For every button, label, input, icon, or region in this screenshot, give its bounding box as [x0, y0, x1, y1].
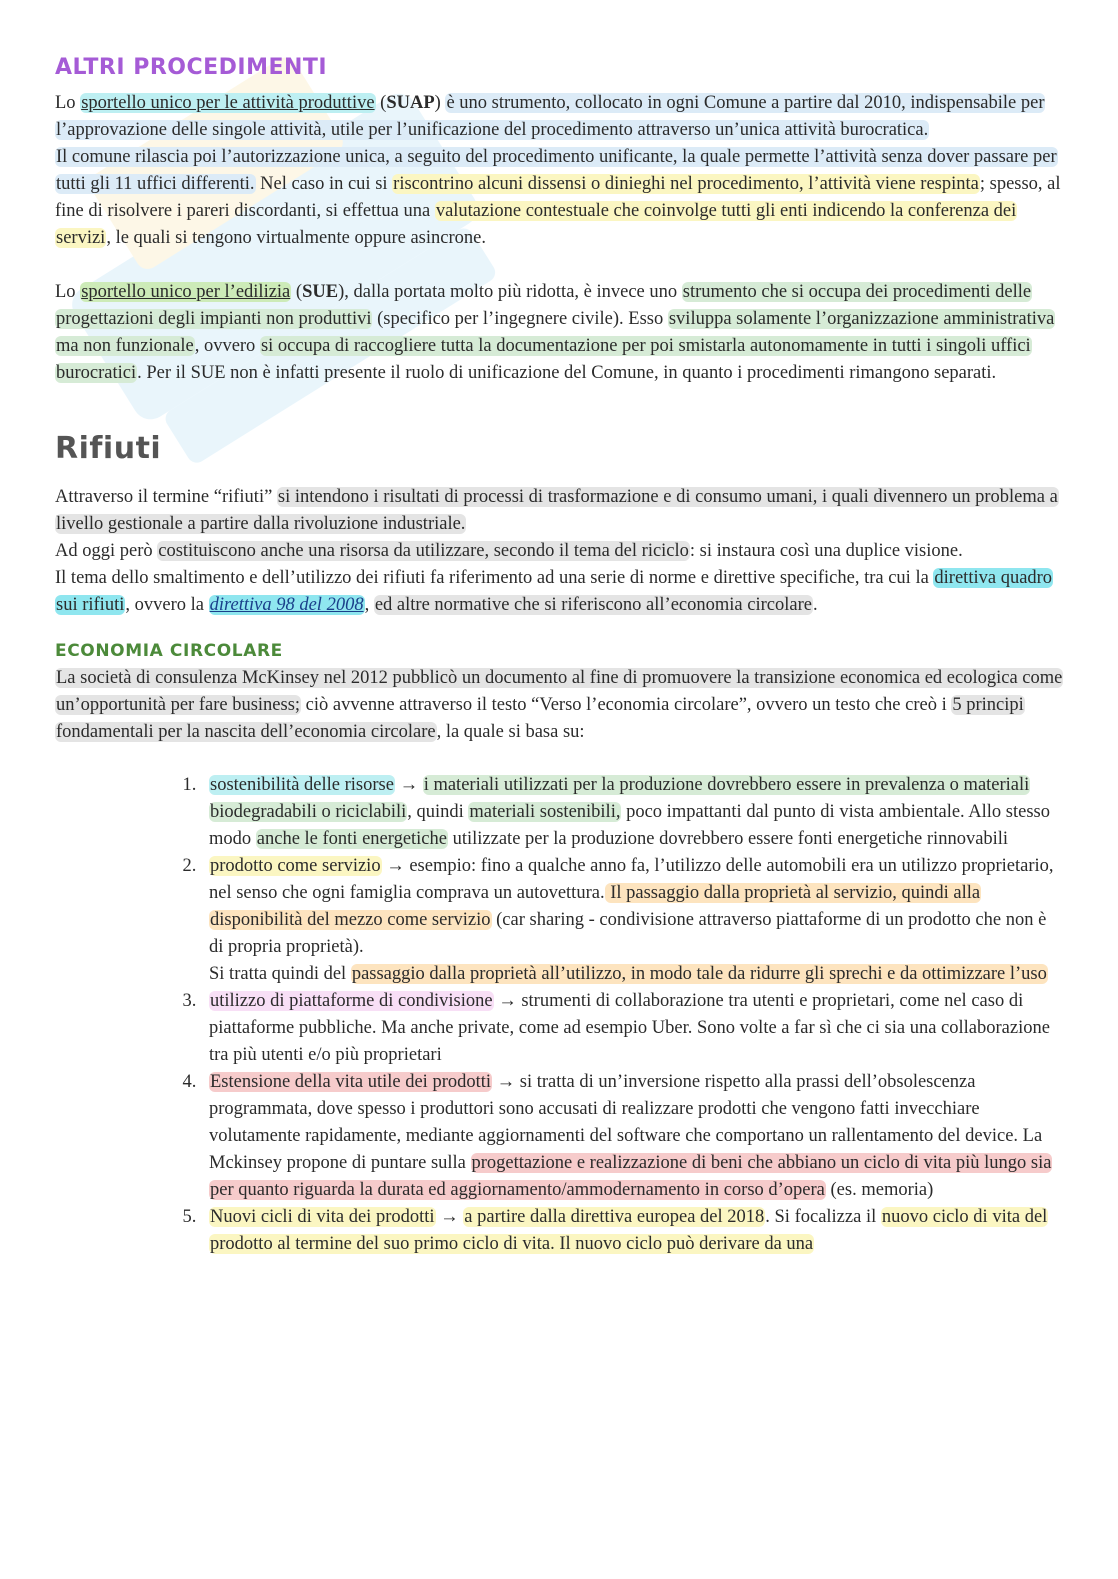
section-title-rifiuti: Rifiuti: [55, 431, 162, 466]
direttiva-link[interactable]: direttiva 98 del 2008: [209, 595, 364, 615]
list-item: 2. prodotto come servizio → esempio: fino a qualche anno fa, l’utilizzo delle automobili era un utilizzo proprietario, nel senso che ogni famiglia comprava un autovettura. Il passaggio dalla proprietà al servizio, quindi alla disponibilità del mezzo come servizio (car sharing - condivisione attraverso piattaforme di un prodotto che non è di propria proprietà). Si tratta quindi del passaggio dalla proprietà all’utilizzo, in modo tale da ridurre gli sprechi e da ottimizzare l’uso: [201, 853, 1065, 988]
section-title-altri-procedimenti: ALTRI PROCEDIMENTI: [55, 55, 328, 80]
paragraph-sue: Lo sportello unico per l’edilizia (SUE), dalla portata molto più ridotta, è invece uno strumento che si occupa dei procedimenti delle progettazioni degli impianti non produttivi (specifico per l’ingegnere civile). Esso sviluppa solamente l’organizzazione amministrativa ma non funzionale, ovvero si occupa di raccogliere tutta la documentazione per poi smistarla autonomamente in tutti i singoli uffici burocratici. Per il SUE non è infatti presente il ruolo di unificazione del Comune, in quanto i procedimenti rimangono separati.: [55, 282, 1055, 383]
paragraph-suap: Lo sportello unico per le attività produttive (SUAP) è uno strumento, collocato in ogni Comune a partire dal 2010, indispensabile per l’approvazione delle singole attività, utile per l’unificazione del procedimento attraverso un’unica attività burocratica.: [55, 93, 1045, 140]
subsection-title-economia-circolare: ECONOMIA CIRCOLARE: [55, 641, 283, 661]
list-item: 4. Estensione della vita utile dei prodotti → si tratta di un’inversione rispetto alla prassi dell’obsolescenza programmata, dove spesso i produttori sono accusati di realizzare prodotti che vengono fatti invecchiare volutamente rapidamente, mediante aggiornamenti del software che comportano un rallentamento del device. La Mckinsey propone di puntare sulla progettazione e realizzazione di beni che abbiano un ciclo di vita più lungo sia per quanto riguarda la durata ed aggiornamento/ammodernamento in corso d’opera (es. memoria): [201, 1069, 1065, 1204]
paragraph-rifiuti-risorsa: Ad oggi però costituiscono anche una risorsa da utilizzare, secondo il tema del riciclo: si instaura così una duplice visione.: [55, 541, 963, 561]
term-suap: sportello unico per le attività produttive: [81, 93, 375, 113]
principles-list: [55, 772, 1065, 1258]
paragraph-rifiuti-definizione: Attraverso il termine “rifiuti” si intendono i risultati di processi di trasformazione e di consumo umani, i quali divennero un problema a livello gestionale a partire dalla rivoluzione industriale.: [55, 487, 1058, 534]
list-item: 3. utilizzo di piattaforme di condivisione → strumenti di collaborazione tra utenti e proprietari, come nel caso di piattaforme pubbliche. Ma anche private, come ad esempio Uber. Sono volte a far sì che ci sia una collaborazione tra più utenti e/o più proprietari: [201, 988, 1065, 1069]
paragraph-economia-circolare: La società di consulenza McKinsey nel 2012 pubblicò un documento al fine di promuovere la transizione economica ed ecologica come un’opportunità per fare business; ciò avvenne attraverso il testo “Verso l’economia circolare”, ovvero un testo che creò i 5 principi fondamentali per la nascita dell’economia circolare, la quale si basa su:: [56, 668, 1063, 742]
paragraph-rifiuti-norme: Il tema dello smaltimento e dell’utilizzo dei rifiuti fa riferimento ad una serie di norme e direttive specifiche, tra cui la direttiva quadro sui rifiuti, ovvero la direttiva 98 del 2008, ed altre normative che si riferiscono all’economia circolare.: [55, 568, 1053, 615]
list-item: 1. sostenibilità delle risorse → i materiali utilizzati per la produzione dovrebbero essere in prevalenza o materiali biodegradabili o riciclabili, quindi materiali sostenibili, poco impattanti dal punto di vista ambientale. Allo stesso modo anche le fonti energetiche utilizzate per la produzione dovrebbero essere fonti energetiche rinnovabili: [201, 772, 1065, 853]
term-sue: sportello unico per l’edilizia: [81, 282, 291, 302]
paragraph-autorizzazione: Il comune rilascia poi l’autorizzazione unica, a seguito del procedimento unificante, la quale permette l’attività senza dover passare per tutti gli 11 uffici differenti. Nel caso in cui si riscontrino alcuni dissensi o dinieghi nel procedimento, l’attività viene respinta; spesso, al fine di risolvere i pareri discordanti, si effettua una valutazione contestuale che coinvolge tutti gli enti indicendo la conferenza dei servizi, le quali si tengono virtualmente oppure asincrone.: [55, 147, 1061, 248]
list-item: 5. Nuovi cicli di vita dei prodotti → a partire dalla direttiva europea del 2018. Si focalizza il nuovo ciclo di vita del prodotto al termine del suo primo ciclo di vita. Il nuovo ciclo può derivare da una: [201, 1204, 1065, 1258]
document-content: [55, 55, 1065, 1258]
